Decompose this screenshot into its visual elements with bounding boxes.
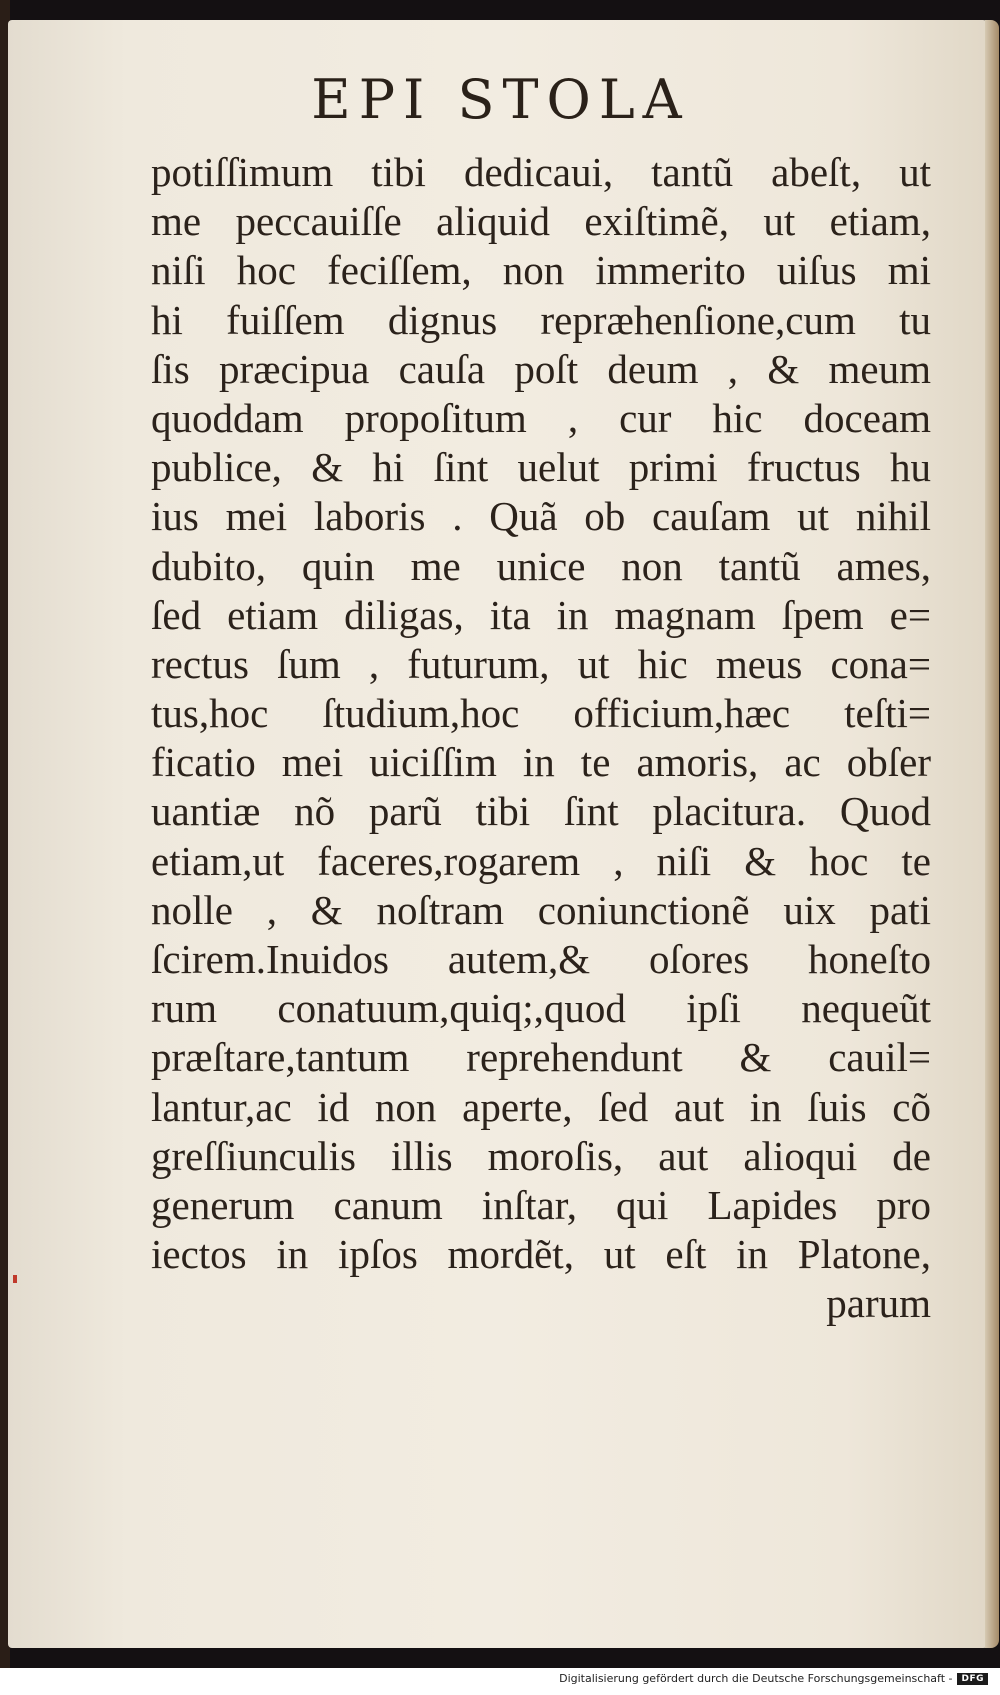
- running-header: EPI STOLA: [311, 68, 690, 131]
- text-line: rectus ſum , futurum, ut hic meus cona=: [151, 640, 931, 687]
- footer-bar: [0, 1668, 1000, 1695]
- text-line: iectos in ipſos mordẽt, ut eſt in Platone,: [151, 1231, 931, 1278]
- text-line: nolle , & noſtram coniunctionẽ uix pati: [151, 886, 931, 933]
- book-page: [8, 20, 993, 1648]
- text-line: ſcirem.Inuidos autem,& oſores honeſto: [151, 936, 931, 982]
- credit-text: Digitalisierung gefördert durch die Deutsche Forschungsgemeinschaft -: [559, 1672, 953, 1685]
- text-line: lantur,ac id non aperte, ſed aut in ſuis cõ: [151, 1083, 931, 1130]
- text-line: uantiæ nõ parũ tibi ſint placitura. Quod: [151, 788, 931, 835]
- text-line: dubito, quin me unice non tantũ ames,: [151, 542, 931, 589]
- body-text: [151, 148, 931, 1329]
- text-line: præſtare,tantum reprehendunt & cauil=: [151, 1034, 931, 1081]
- text-line: ſis præcipua cauſa poſt deum , & meum: [151, 345, 931, 392]
- catchword: parum: [826, 1280, 931, 1327]
- dfg-logo: DFG: [957, 1673, 988, 1685]
- text-line: tus,hoc ſtudium,hoc officium,hæc teſti=: [151, 690, 931, 737]
- text-line: niſi hoc feciſſem, non immerito uiſus mi: [151, 247, 931, 294]
- text-line: ſed etiam diligas, ita in magnam ſpem e=: [151, 591, 931, 638]
- text-line: greſſiunculis illis moroſis, aut alioqui de: [151, 1132, 931, 1179]
- text-line: etiam,ut faceres,rogarem , niſi & hoc te: [151, 837, 931, 884]
- text-line: publice, & hi ſint uelut primi fructus hu: [151, 444, 931, 491]
- text-line: ius mei laboris . Quã ob cauſam ut nihil: [151, 493, 931, 540]
- text-line: ficatio mei uiciſſim in te amoris, ac obſer: [151, 739, 931, 786]
- text-line: quoddam propoſitum , cur hic doceam: [151, 394, 931, 441]
- text-line: potiſſimum tibi dedicaui, tantũ abeſt, ut: [151, 149, 931, 195]
- text-line: rum conatuum,quiq;,quod ipſi nequeũt: [151, 985, 931, 1032]
- text-line: generum canum inſtar, qui Lapides pro: [151, 1181, 931, 1228]
- margin-mark: [13, 1275, 17, 1283]
- funding-credit: [559, 1672, 988, 1685]
- page-edge: [985, 20, 999, 1648]
- text-line: hi fuiſſem dignus repræhenſione,cum tu: [151, 296, 931, 343]
- text-line: me peccauiſſe aliquid exiſtimẽ, ut etiam,: [151, 198, 931, 245]
